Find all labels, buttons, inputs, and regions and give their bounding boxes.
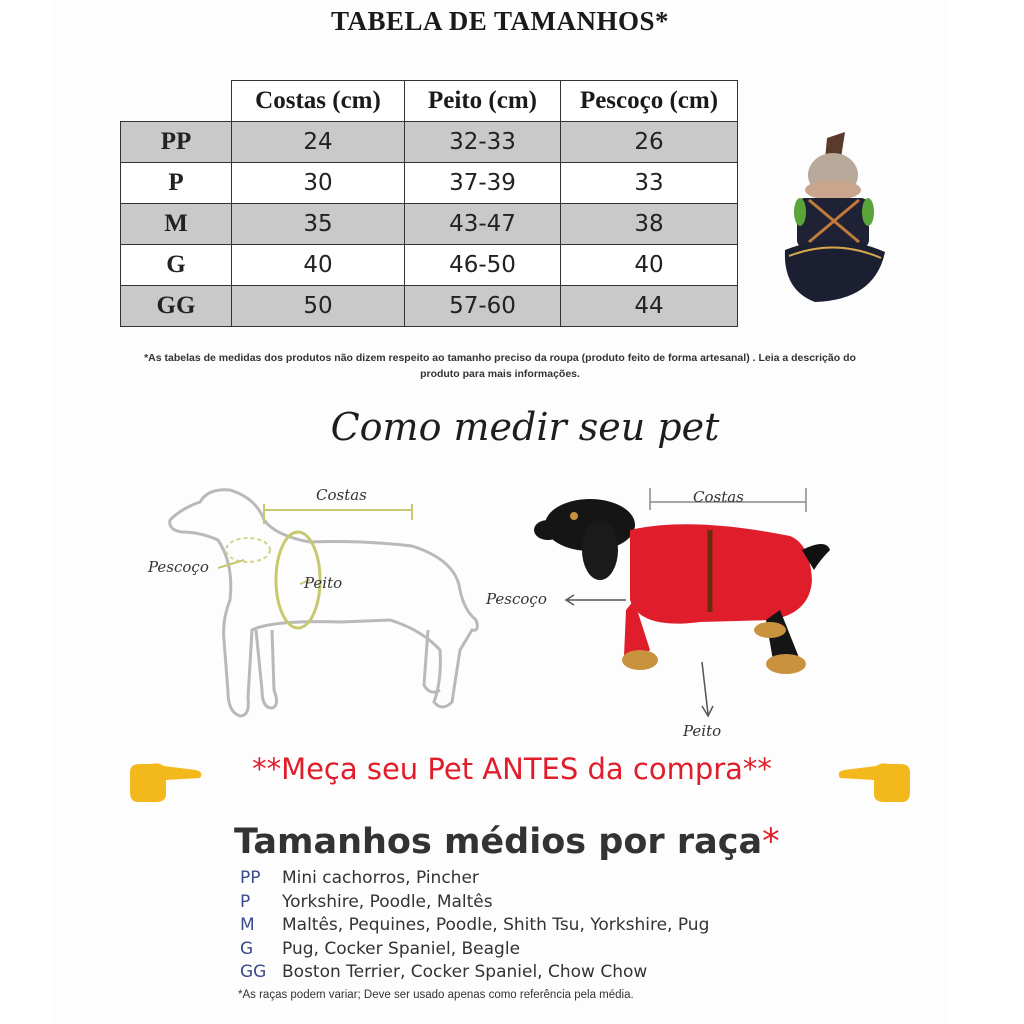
left-margin [0, 0, 50, 1024]
pescoco-arrow [560, 590, 630, 610]
peito-value: 46-50 [405, 245, 561, 286]
disclaimer-line-1: *As tabelas de medidas dos produtos não dizem respeito ao tamanho preciso da roupa (produto feito de forma artesanal) . Leia a descrição do [144, 352, 856, 364]
breed-size-code: M [240, 915, 255, 935]
outline-dog-diagram [160, 480, 490, 730]
list-item [240, 915, 709, 939]
header-costas: Costas (cm) [232, 81, 405, 122]
how-to-measure-title: Como medir seu pet [330, 405, 720, 449]
breed-names: Boston Terrier, Cocker Spaniel, Chow Chow [282, 962, 648, 982]
breeds-title-text: Tamanhos médios por raça [234, 822, 763, 862]
breeds-footnote: *As raças podem variar; Deve ser usado apenas como referência pela média. [238, 989, 634, 1001]
size-label: P [121, 163, 232, 204]
peito-label-diagram: Peito [304, 574, 343, 592]
peito-arrow [690, 660, 720, 720]
breeds-title-star: * [762, 822, 780, 862]
breed-names: Maltês, Pequines, Poodle, Shith Tsu, Yorkshire, Pug [282, 915, 710, 935]
list-item [240, 892, 709, 916]
size-label: GG [121, 286, 232, 327]
disclaimer-line-2: produto para mais informações. [420, 368, 580, 380]
table-row [121, 122, 738, 163]
pescoco-value: 26 [561, 122, 738, 163]
breed-size-code: GG [240, 962, 267, 982]
table-header-row [121, 81, 738, 122]
table-corner [121, 81, 232, 122]
right-margin [950, 0, 1024, 1024]
peito-label-photo: Peito [683, 722, 722, 740]
size-label: PP [121, 122, 232, 163]
table-row [121, 204, 738, 245]
pescoco-value: 40 [561, 245, 738, 286]
costume-dog-photo [775, 130, 890, 310]
breed-list [240, 868, 709, 986]
size-label: G [121, 245, 232, 286]
costas-value: 50 [232, 286, 405, 327]
pescoco-label-diagram: Pescoço [148, 558, 209, 576]
peito-value: 43-47 [405, 204, 561, 245]
table-row [121, 163, 738, 204]
pescoco-label-photo: Pescoço [486, 590, 547, 608]
size-table [120, 80, 738, 327]
breed-names: Mini cachorros, Pincher [282, 868, 479, 888]
peito-value: 32-33 [405, 122, 561, 163]
breed-names: Pug, Cocker Spaniel, Beagle [282, 938, 521, 959]
costas-value: 40 [232, 245, 405, 286]
breed-size-code: PP [240, 868, 261, 888]
list-item [240, 939, 709, 963]
breed-size-code: G [240, 938, 254, 959]
header-pescoco: Pescoço (cm) [561, 81, 738, 122]
costas-value: 30 [232, 163, 405, 204]
pescoco-value: 44 [561, 286, 738, 327]
costas-label-photo: Costas [693, 488, 744, 506]
size-label: M [121, 204, 232, 245]
list-item [240, 962, 709, 986]
table-row [121, 245, 738, 286]
costas-label-diagram: Costas [316, 486, 367, 504]
breed-names: Yorkshire, Poodle, Maltês [282, 891, 493, 912]
table-row [121, 286, 738, 327]
header-peito: Peito (cm) [405, 81, 561, 122]
costas-value: 35 [232, 204, 405, 245]
page-title: TABELA DE TAMANHOS* [330, 6, 670, 36]
peito-value: 37-39 [405, 163, 561, 204]
table-disclaimer [50, 350, 950, 382]
measure-warning: **Meça seu Pet ANTES da compra** [252, 752, 772, 786]
breed-size-code: P [240, 891, 251, 912]
pescoco-value: 38 [561, 204, 738, 245]
costas-value: 24 [232, 122, 405, 163]
peito-value: 57-60 [405, 286, 561, 327]
breeds-title [234, 822, 780, 862]
list-item [240, 868, 709, 892]
pescoco-value: 33 [561, 163, 738, 204]
